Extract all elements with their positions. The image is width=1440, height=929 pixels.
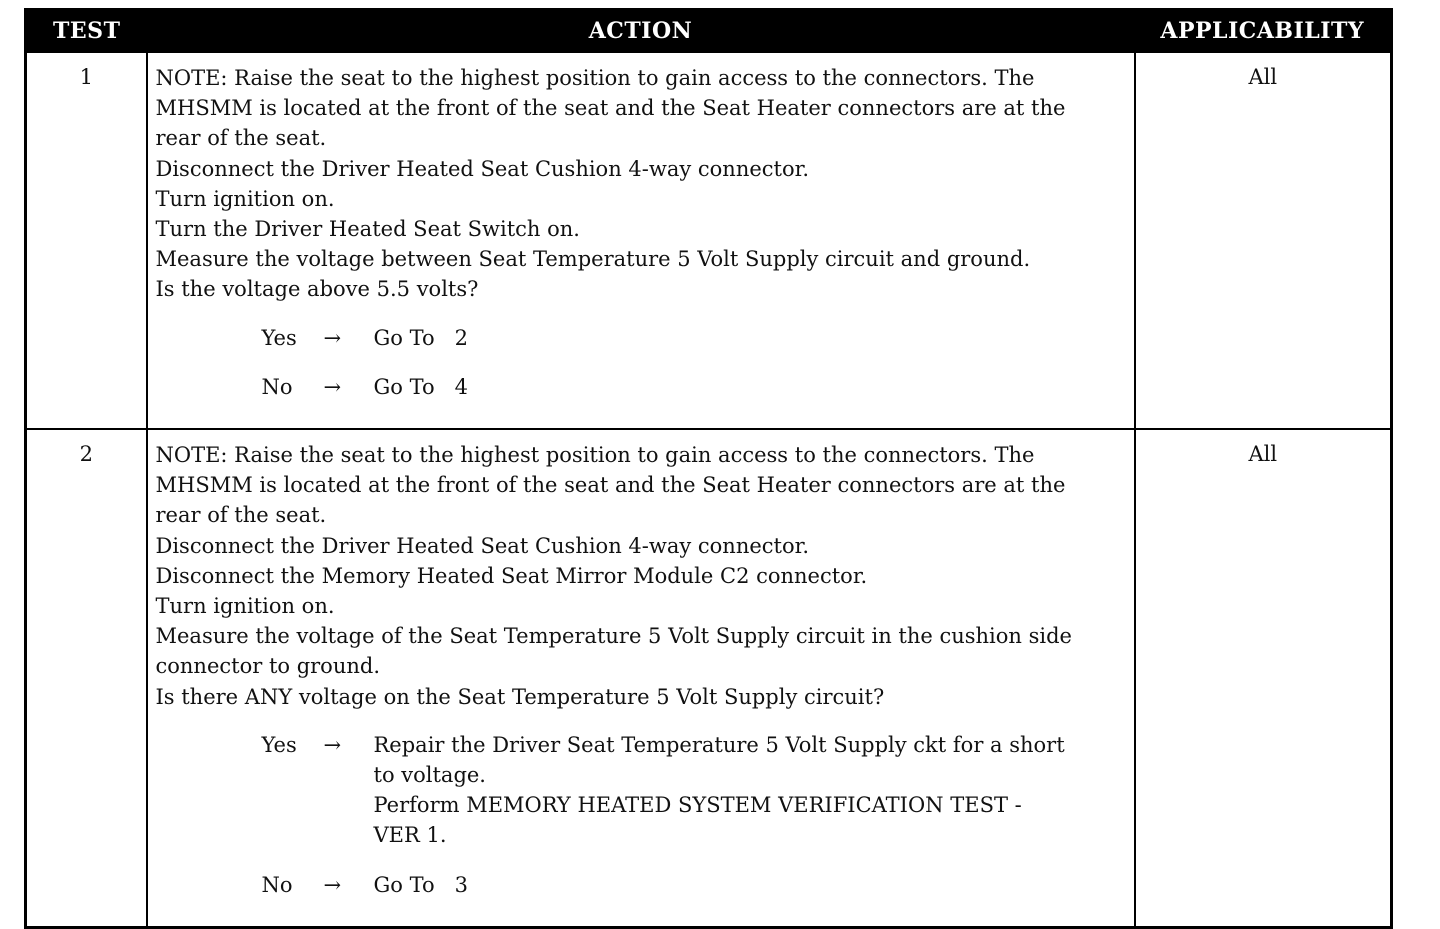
answer-line: Go To 2 bbox=[373, 325, 468, 350]
answer-text bbox=[374, 870, 1126, 900]
action-line: Disconnect the Driver Heated Seat Cushion 4-way connector. bbox=[155, 156, 810, 181]
answer-no bbox=[262, 372, 1126, 402]
action-line: rear of the seat. bbox=[155, 126, 327, 151]
action-line: MHSMM is located at the front of the seat and the Seat Heater connectors are at the bbox=[155, 473, 1066, 498]
answer-line: to voltage. bbox=[373, 763, 486, 788]
answer-list bbox=[262, 730, 1126, 900]
table-row bbox=[26, 429, 1392, 928]
action-line: Turn ignition on. bbox=[155, 186, 335, 211]
answer-text bbox=[374, 730, 1126, 851]
test-number: 1 bbox=[26, 52, 147, 429]
answer-list bbox=[262, 323, 1126, 402]
answer-label: Yes bbox=[261, 325, 297, 350]
action-line: Is there ANY voltage on the Seat Temperature 5 Volt Supply circuit? bbox=[155, 684, 885, 709]
header-row bbox=[26, 10, 1392, 53]
action-line: Turn ignition on. bbox=[155, 594, 335, 619]
arrow-right-icon: → bbox=[323, 374, 342, 399]
action-line: NOTE: Raise the seat to the highest position to gain access to the connectors. The bbox=[155, 66, 1035, 90]
applicability-value: All bbox=[1135, 429, 1392, 928]
answer-line: Go To 3 bbox=[373, 872, 468, 897]
table-row bbox=[26, 52, 1392, 429]
diagnostic-test-table bbox=[24, 8, 1393, 929]
action-line: Disconnect the Driver Heated Seat Cushion 4-way connector. bbox=[155, 533, 810, 558]
arrow-right-icon: → bbox=[323, 872, 342, 897]
action-line: Disconnect the Memory Heated Seat Mirror Module C2 connector. bbox=[155, 563, 868, 588]
action-cell bbox=[147, 52, 1135, 429]
arrow-right-icon: → bbox=[323, 325, 342, 350]
answer-line: Go To 4 bbox=[373, 374, 468, 399]
action-cell bbox=[147, 429, 1135, 928]
answer-label: No bbox=[261, 374, 293, 399]
action-line: NOTE: Raise the seat to the highest position to gain access to the connectors. The bbox=[155, 443, 1035, 467]
answer-label: No bbox=[261, 872, 293, 897]
answer-line: Repair the Driver Seat Temperature 5 Volt Supply ckt for a short bbox=[373, 732, 1065, 757]
answer-yes bbox=[262, 323, 1126, 353]
applicability-value: All bbox=[1135, 52, 1392, 429]
header-applicability: APPLICABILITY bbox=[1135, 10, 1392, 53]
arrow-right-icon: → bbox=[323, 732, 342, 757]
action-line: connector to ground. bbox=[155, 654, 380, 679]
answer-label: Yes bbox=[261, 732, 297, 757]
answer-line: VER 1. bbox=[373, 823, 447, 848]
action-line: Turn the Driver Heated Seat Switch on. bbox=[155, 217, 580, 242]
header-action: ACTION bbox=[147, 10, 1135, 53]
answer-no bbox=[262, 870, 1126, 900]
answer-yes bbox=[262, 730, 1126, 851]
answer-text bbox=[374, 323, 1126, 353]
action-line: Measure the voltage between Seat Temperature 5 Volt Supply circuit and ground. bbox=[155, 247, 1031, 272]
action-line: Measure the voltage of the Seat Temperature 5 Volt Supply circuit in the cushion side bbox=[155, 624, 1072, 649]
action-line: MHSMM is located at the front of the seat and the Seat Heater connectors are at the bbox=[155, 96, 1066, 121]
answer-text bbox=[374, 372, 1126, 402]
test-number: 2 bbox=[26, 429, 147, 928]
answer-line: Perform MEMORY HEATED SYSTEM VERIFICATION TEST - bbox=[373, 793, 1022, 818]
header-test: TEST bbox=[26, 10, 147, 53]
action-line: rear of the seat. bbox=[155, 503, 327, 528]
action-line: Is the voltage above 5.5 volts? bbox=[155, 277, 479, 302]
